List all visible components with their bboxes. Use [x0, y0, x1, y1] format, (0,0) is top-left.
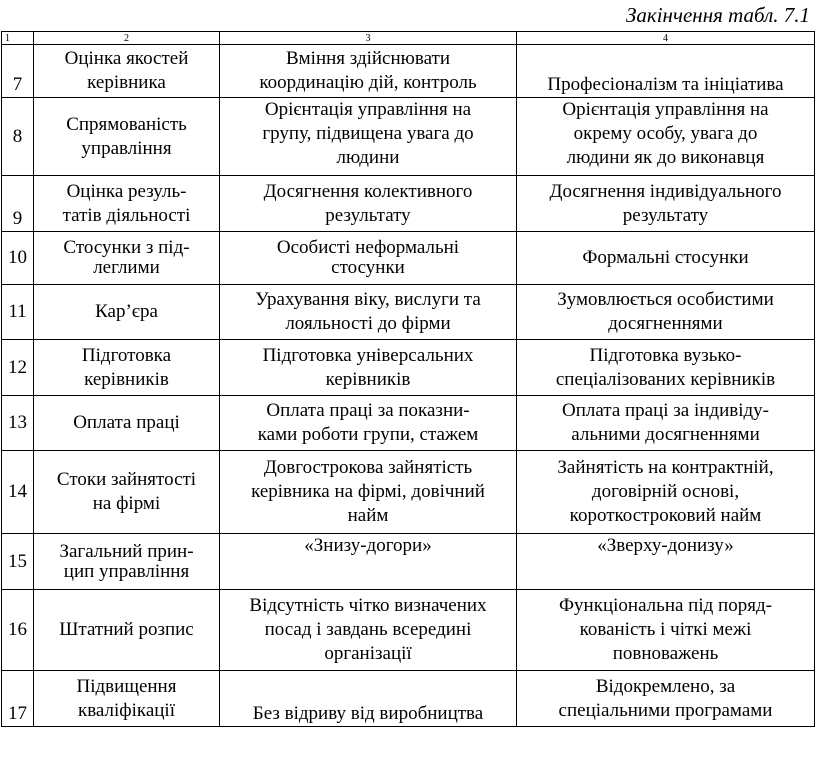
cell-text-line: Підготовка: [81, 344, 172, 366]
row-number: 11: [2, 285, 34, 340]
cell-text-line: «Знизу-догори»: [304, 535, 432, 556]
table-row: [2, 590, 815, 671]
individual-management-cell: [517, 451, 815, 534]
cell-text-line: Професіоналізм та ініціатива: [547, 74, 784, 95]
group-management-cell: [220, 340, 517, 396]
row-number: 13: [2, 396, 34, 451]
group-management-cell: [220, 451, 517, 534]
cell-text-line: групу, підвищена увага до: [262, 123, 474, 144]
cell-text-line: людини: [336, 147, 400, 168]
cell-text-line: результату: [325, 204, 411, 226]
cell-text-line: Оцінка якостей: [64, 48, 189, 69]
cell-text-line: Довгострокова зайнятість: [263, 457, 473, 478]
group-management-cell: [220, 176, 517, 232]
cell-text-line: керівників: [325, 368, 411, 390]
cell-text-line: управління: [81, 137, 172, 159]
individual-management-cell: [517, 176, 815, 232]
column-number-2: 2: [34, 32, 220, 45]
row-number: 12: [2, 340, 34, 396]
cell-text-line: людини як до виконавця: [566, 147, 765, 168]
cell-text-line: леглими: [93, 257, 160, 278]
table-row: [2, 396, 815, 451]
cell-text-line: кованість і чіткі межі: [579, 619, 752, 640]
cell-text-line: Особисті неформальні: [276, 237, 460, 258]
row-number: 15: [2, 534, 34, 590]
group-management-cell: [220, 285, 517, 340]
cell-text-line: Зайнятість на контрактній,: [557, 457, 774, 478]
cell-text-line: Підвищення: [76, 675, 177, 697]
cell-text-line: ками роботи групи, стажем: [257, 424, 479, 445]
cell-text-line: Досягнення колективного: [263, 180, 473, 202]
table-row: [2, 285, 815, 340]
cell-text-line: «Зверху-донизу»: [597, 535, 734, 556]
cell-text-line: Відокремлено, за: [595, 675, 736, 697]
cell-text-line: окрему особу, увага до: [573, 123, 758, 144]
cell-text-line: координацію дій, контроль: [259, 72, 477, 93]
cell-text-line: керівників: [84, 368, 169, 390]
cell-text-line: Орієнтація управління на: [562, 99, 769, 120]
group-management-cell: [220, 671, 517, 727]
column-number-4: 4: [517, 32, 815, 45]
cell-text-line: результату: [622, 204, 709, 226]
row-number: 7: [2, 45, 34, 98]
cell-text-line: кваліфікації: [77, 699, 175, 721]
cell-text-line: Відсутність чітко визначених: [249, 595, 487, 616]
cell-text-line: спеціальними програмами: [558, 699, 773, 721]
cell-text-line: посад і завдань всередині: [264, 619, 472, 640]
cell-text-line: татів діяльності: [62, 204, 191, 226]
group-management-cell: [220, 534, 517, 590]
cell-text-line: Оплата праці за індивіду-: [561, 400, 770, 421]
row-number: 14: [2, 451, 34, 534]
individual-management-cell: [517, 232, 815, 285]
table-row: [2, 45, 815, 98]
cell-text-line: Стоки зайнятості: [56, 469, 197, 490]
cell-text-line: на фірмі: [92, 493, 161, 514]
group-management-cell: [220, 98, 517, 176]
cell-text-line: досягненнями: [608, 313, 723, 334]
cell-text-line: Кар’єра: [95, 301, 158, 322]
cell-text-line: Оцінка резуль-: [66, 180, 187, 202]
row-number: 10: [2, 232, 34, 285]
cell-text-line: альними досягненнями: [571, 424, 760, 445]
group-management-cell: [220, 45, 517, 98]
column-number-3: 3: [220, 32, 517, 45]
individual-management-cell: [517, 340, 815, 396]
cell-text-line: Функціональна під поряд-: [559, 595, 772, 616]
row-number: 16: [2, 590, 34, 671]
criterion-cell: [34, 671, 220, 727]
group-management-cell: [220, 232, 517, 285]
criterion-cell: [34, 45, 220, 98]
individual-management-cell: [517, 396, 815, 451]
cell-text-line: лояльності до фірми: [285, 313, 451, 334]
table-row: [2, 98, 815, 176]
cell-text-line: Зумовлюється особистими: [557, 289, 774, 310]
table-caption: Закінчення табл. 7.1: [625, 3, 810, 27]
criterion-cell: [34, 176, 220, 232]
row-number: 9: [2, 176, 34, 232]
cell-text-line: керівника: [87, 72, 166, 93]
individual-management-cell: [517, 45, 815, 98]
cell-text-line: Стосунки з під-: [63, 237, 190, 258]
individual-management-cell: [517, 671, 815, 727]
group-management-cell: [220, 590, 517, 671]
cell-text-line: спеціалізованих керівників: [555, 368, 776, 390]
criterion-cell: [34, 590, 220, 671]
comparison-table: [1, 31, 815, 727]
table-row: [2, 232, 815, 285]
criterion-cell: [34, 396, 220, 451]
criterion-cell: [34, 285, 220, 340]
criterion-cell: [34, 98, 220, 176]
group-management-cell: [220, 396, 517, 451]
cell-text-line: стосунки: [331, 257, 405, 278]
cell-text-line: Орієнтація управління на: [264, 99, 472, 120]
table-row: [2, 340, 815, 396]
cell-text-line: Оплата праці за показни-: [266, 400, 470, 421]
cell-text-line: короткостроковий найм: [569, 505, 762, 526]
cell-text-line: Загальний прин-: [59, 540, 194, 562]
individual-management-cell: [517, 98, 815, 176]
cell-text-line: організації: [324, 643, 412, 664]
individual-management-cell: [517, 534, 815, 590]
criterion-cell: [34, 340, 220, 396]
row-number: 8: [2, 98, 34, 176]
cell-text-line: Підготовка вузько-: [589, 344, 742, 366]
cell-text-line: Спрямованість: [66, 113, 187, 135]
column-number-row: [2, 32, 815, 45]
table-row: [2, 176, 815, 232]
criterion-cell: [34, 232, 220, 285]
cell-text-line: Формальні стосунки: [582, 247, 749, 268]
table-row: [2, 451, 815, 534]
individual-management-cell: [517, 590, 815, 671]
table-row: [2, 671, 815, 727]
cell-text-line: Без відриву від виробництва: [252, 703, 484, 724]
cell-text-line: Досягнення індивідуального: [549, 180, 782, 202]
cell-text-line: Оплата праці: [73, 412, 180, 433]
cell-text-line: Штатний розпис: [59, 619, 194, 640]
cell-text-line: договірній основі,: [591, 481, 740, 502]
criterion-cell: [34, 451, 220, 534]
table-row: [2, 534, 815, 590]
criterion-cell: [34, 534, 220, 590]
cell-text-line: найм: [347, 505, 389, 526]
cell-text-line: Вміння здійснювати: [285, 48, 450, 69]
cell-text-line: Підготовка універсальних: [262, 344, 474, 366]
cell-text-line: повноважень: [612, 643, 719, 664]
cell-text-line: керівника на фірмі, довічний: [251, 481, 485, 502]
row-number: 17: [2, 671, 34, 727]
cell-text-line: Урахування віку, вислуги та: [255, 289, 481, 310]
column-number-1: 1: [2, 32, 34, 45]
cell-text-line: цип управління: [63, 560, 190, 582]
individual-management-cell: [517, 285, 815, 340]
